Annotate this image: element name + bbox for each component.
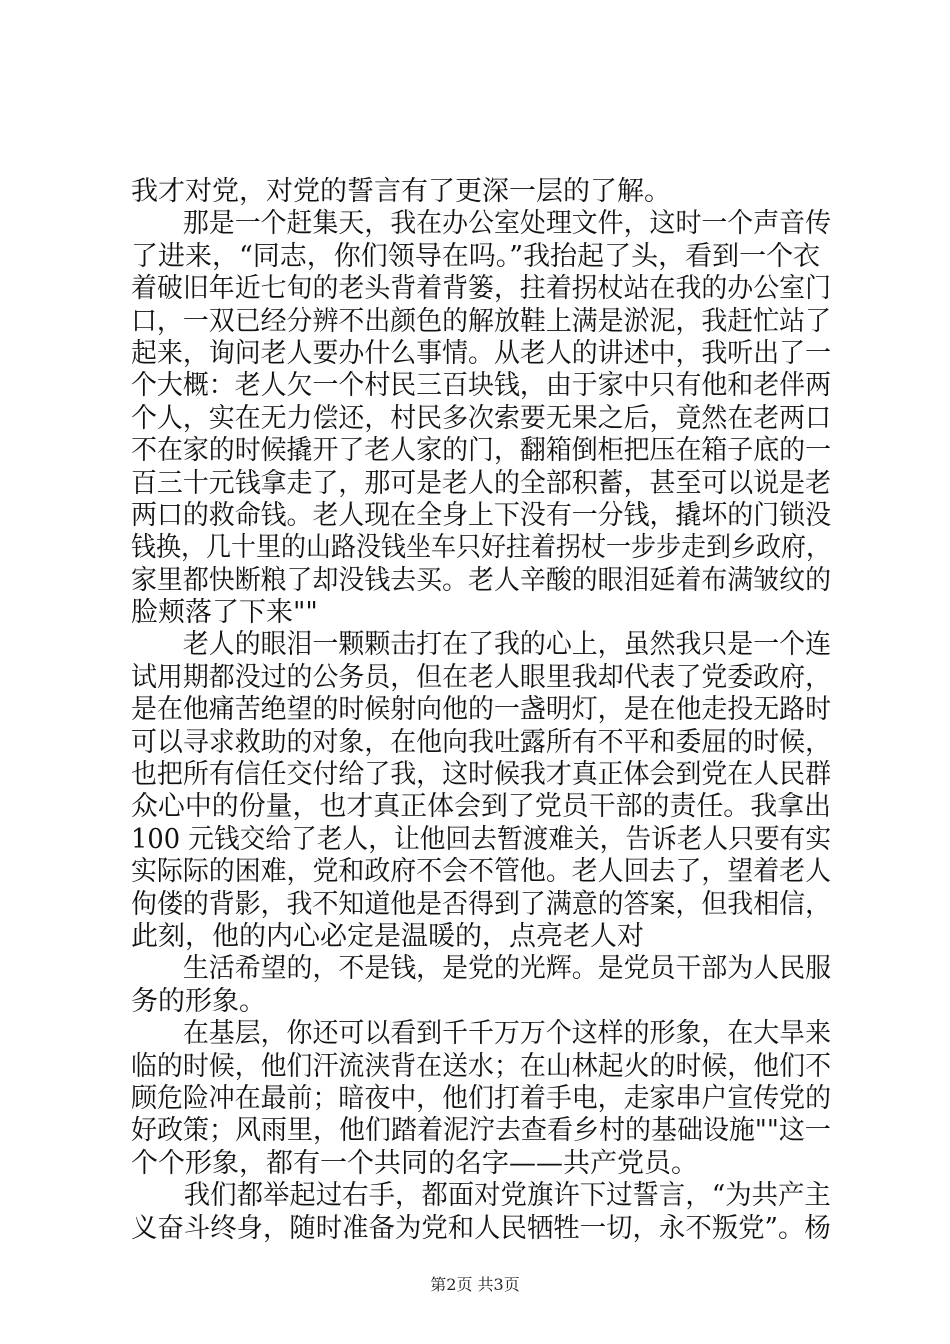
text-line: 家里都快断粮了却没钱去买。老人辛酸的眼泪延着布满皱纹的	[131, 564, 831, 596]
text-line: 生活希望的，不是钱，是党的光辉。是党员干部为人民服	[131, 953, 831, 985]
text-line: 在基层，你还可以看到千千万万个这样的形象，在大旱来	[131, 1018, 831, 1050]
text-line: 是在他痛苦绝望的时候射向他的一盏明灯，是在他走投无路时	[131, 694, 831, 726]
text-line: 两口的救命钱。老人现在全身上下没有一分钱，撬坏的门锁没	[131, 499, 831, 531]
text-line: 那是一个赶集天，我在办公室处理文件，这时一个声音传	[131, 208, 831, 240]
text-line: 个个形象，都有一个共同的名字——共产党员。	[131, 1147, 698, 1179]
text-line: 试用期都没过的公务员，但在老人眼里我却代表了党委政府，	[131, 661, 831, 693]
text-line: 了进来，“同志，你们领导在吗。”我抬起了头，看到一个衣	[131, 240, 821, 272]
text-line: 起来，询问老人要办什么事情。从老人的讲述中，我听出了一	[131, 337, 831, 369]
text-line: 我才对党，对党的誓言有了更深一层的了解。	[131, 176, 671, 207]
text-line: 钱换，几十里的山路没钱坐车只好拄着拐杖一步步走到乡政府，	[131, 532, 831, 564]
text-line: 众心中的份量，也才真正体会到了党员干部的责任。我拿出	[131, 791, 831, 823]
text-line: 个大概：老人欠一个村民三百块钱，由于家中只有他和老伴两	[131, 370, 831, 402]
text-line: 实际际的困难，党和政府不会不管他。老人回去了，望着老人	[131, 856, 831, 888]
text-line: 我们都举起过右手，都面对党旗许下过誓言，“为共产主	[131, 1180, 831, 1212]
text-line: 义奋斗终身，随时准备为党和人民牺牲一切，永不叛党”。杨	[131, 1212, 831, 1244]
text-line: 个人，实在无力偿还，村民多次索要无果之后，竟然在老两口	[131, 402, 831, 434]
text-line: 老人的眼泪一颗颗击打在了我的心上，虽然我只是一个连	[131, 629, 831, 661]
text-line: 脸颊落了下来""	[131, 597, 318, 629]
text-line: 也把所有信任交付给了我，这时候我才真正体会到党在人民群	[131, 759, 831, 791]
text-line: 好政策；风雨里，他们踏着泥泞去查看乡村的基础设施""这一	[131, 1115, 831, 1147]
text-line: 百三十元钱拿走了，那可是老人的全部积蓄，甚至可以说是老	[131, 467, 831, 499]
text-line: 可以寻求救助的对象，在他向我吐露所有不平和委屈的时候，	[131, 726, 831, 758]
text-line: 口，一双已经分辨不出颜色的解放鞋上满是淤泥，我赶忙站了	[131, 305, 831, 337]
body-text	[131, 176, 831, 1245]
text-line: 100 元钱交给了老人，让他回去暂渡难关，告诉老人只要有实	[131, 823, 832, 855]
text-line: 务的形象。	[131, 985, 266, 1017]
text-line: 此刻，他的内心必定是温暖的，点亮老人对	[131, 920, 644, 952]
text-line: 不在家的时候撬开了老人家的门，翻箱倒柜把压在箱子底的一	[131, 435, 831, 467]
text-line: 着破旧年近七旬的老头背着背篓，拄着拐杖站在我的办公室门	[131, 273, 831, 305]
text-line: 顾危险冲在最前；暗夜中，他们打着手电，走家串户宣传党的	[131, 1082, 831, 1114]
text-line: 临的时候，他们汗流浃背在送水；在山林起火的时候，他们不	[131, 1050, 831, 1082]
text-line: 佝偻的背影，我不知道他是否得到了满意的答案，但我相信，	[131, 888, 831, 920]
page-footer: 第2页 共3页	[430, 1275, 520, 1294]
